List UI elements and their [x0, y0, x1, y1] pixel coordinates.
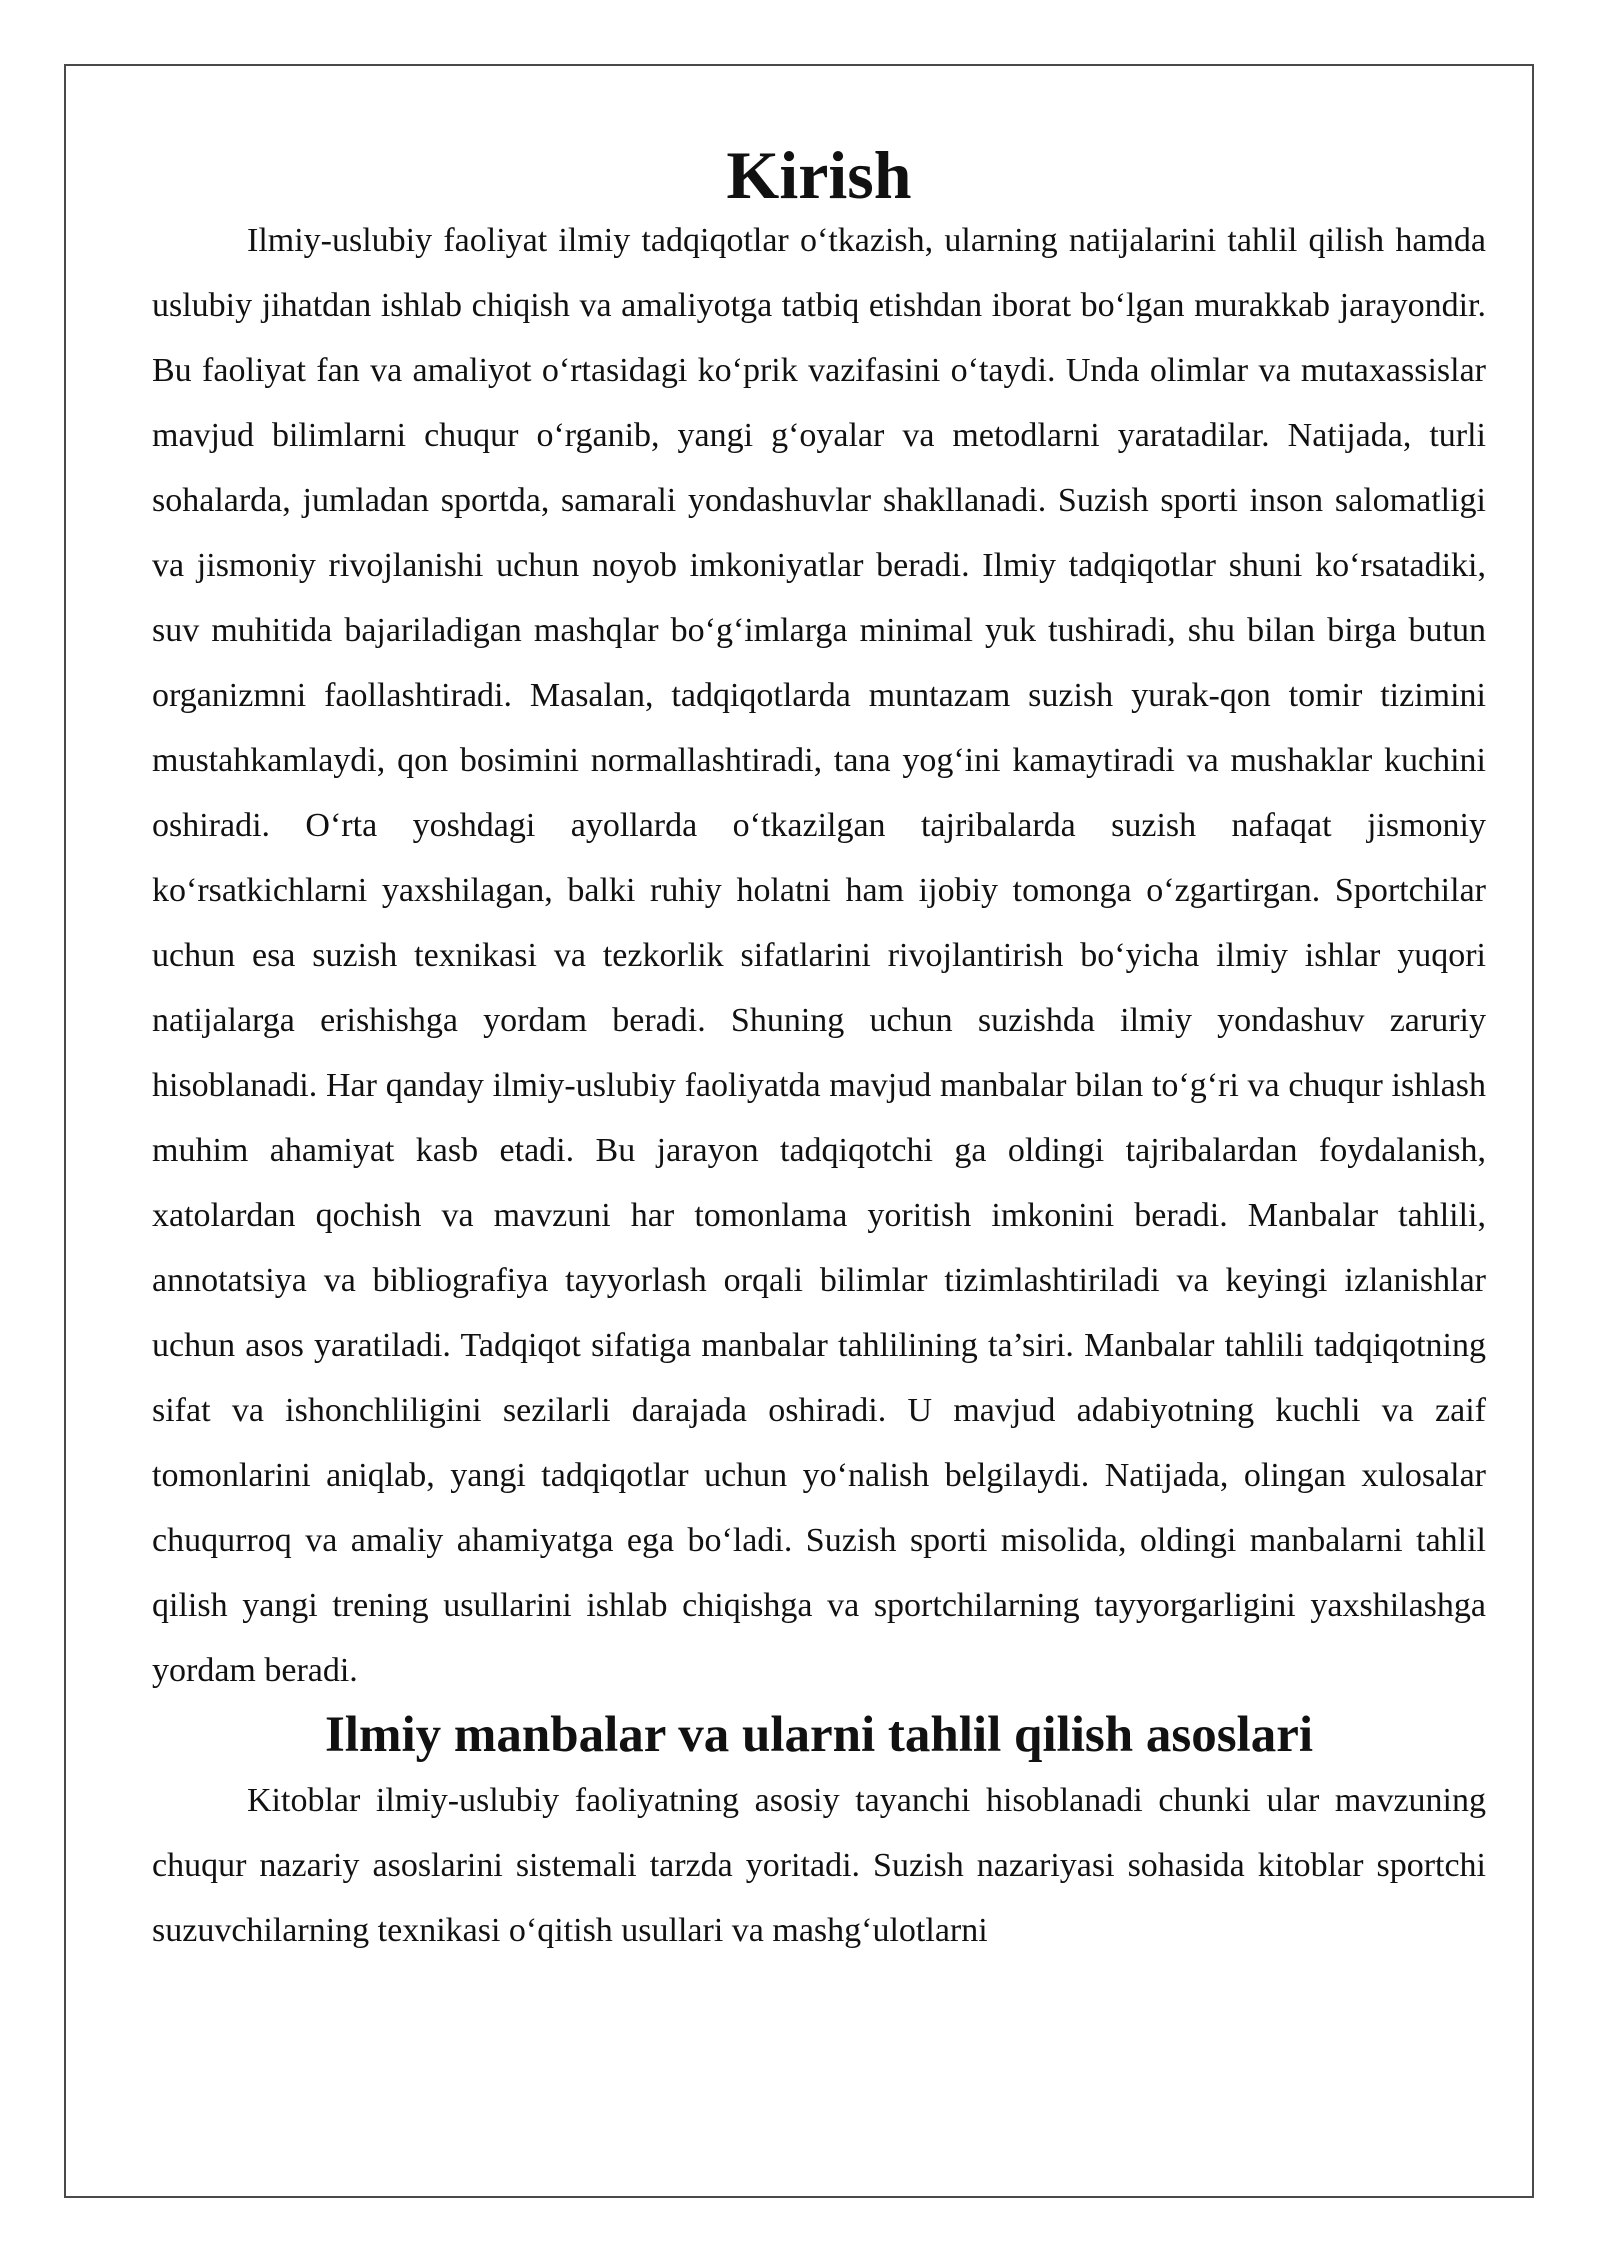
- section-heading-sources: Ilmiy manbalar va ularni tahlil qilish asoslari: [324, 1707, 1314, 1763]
- paragraph-intro: Ilmiy-uslubiy faoliyat ilmiy tadqiqotlar o‘tkazish, ularning natijalarini tahlil qilish hamda uslubiy jihatdan ishlab chiqish va amaliyotga tatbiq etishdan iborat bo‘lgan murakkab jarayondir. Bu faoliyat fan va amaliyot o‘rtasidagi ko‘prik vazifasini o‘taydi. Unda olimlar va mutaxassislar mavjud bilimlarni chuqur o‘rganib, yangi g‘oyalar va metodlarni yaratadilar. Natijada, turli sohalarda, jumladan sportda, samarali yondashuvlar shakllanadi. Suzish sporti inson salomatligi va jismoniy rivojlanishi uchun noyob imkoniyatlar beradi. Ilmiy tadqiqotlar shuni ko‘rsatadiki, suv muhitida bajariladigan mashqlar bo‘g‘imlarga minimal yuk tushiradi, shu bilan birga butun organizmni faollashtiradi. Masalan, tadqiqotlarda muntazam suzish yurak-qon tomir tizimini mustahkamlaydi, qon bosimini normallashtiradi, tana yog‘ini kamaytiradi va mushaklar kuchini oshiradi. O‘rta yoshdagi ayollarda o‘tkazilgan tajribalarda suzish nafaqat jismoniy ko‘rsatkichlarni yaxshilagan, balki ruhiy holatni ham ijobiy tomonga o‘zgartirgan. Sportchilar uchun esa suzish texnikasi va tezkorlik sifatlarini rivojlantirish bo‘yicha ilmiy ishlar yuqori natijalarga erishishga yordam beradi. Shuning uchun suzishda ilmiy yondashuv zaruriy hisoblanadi. Har qanday ilmiy-uslubiy faoliyatda mavjud manbalar bilan to‘g‘ri va chuqur ishlash muhim ahamiyat kasb etadi. Bu jarayon tadqiqotchi ga oldingi tajribalardan foydalanish, xatolardan qochish va mavzuni har tomonlama yoritish imkonini beradi. Manbalar tahlili, annotatsiya va bibliografiya tayyorlash orqali bilimlar tizimlashtiriladi va keyingi izlanishlar uchun asos yaratiladi. Tadqiqot sifatiga manbalar tahlilining ta’siri. Manbalar tahlili tadqiqotning sifat va ishonchliligini sezilarli darajada oshiradi. U mavjud adabiyotning kuchli va zaif tomonlarini aniqlab, yangi tadqiqotlar uchun yo‘nalish belgilaydi. Natijada, olingan xulosalar chuqurroq va amaliy ahamiyatga ega bo‘ladi. Suzish sporti misolida, oldingi manbalarni tahlil qilish yangi trening usullarini ishlab chiqishga va sportchilarning tayyorgarligini yaxshilashga yordam beradi.: [152, 222, 1486, 1689]
- section-heading-intro: Kirish: [726, 137, 912, 213]
- paragraph-sources: Kitoblar ilmiy-uslubiy faoliyatning asosiy tayanchi hisoblanadi chunki ular mavzuning chuqur nazariy asoslarini sistemali tarzda yoritadi. Suzish nazariyasi sohasida kitoblar sportchi suzuvchilarning texnikasi o‘qitish usullari va mashg‘ulotlarni: [152, 1782, 1486, 1949]
- document-body: [152, 137, 1486, 1963]
